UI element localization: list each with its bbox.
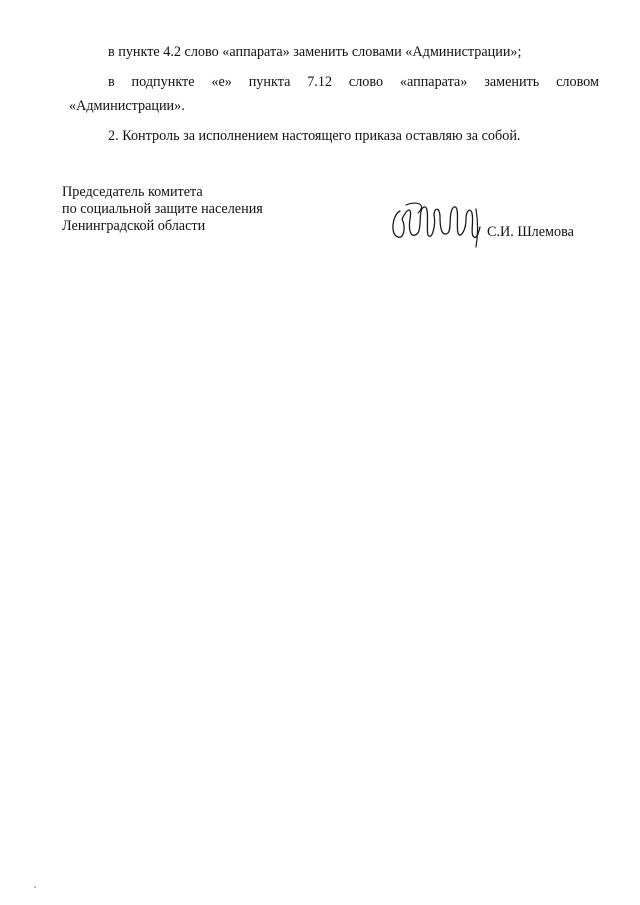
signer-name: С.И. Шлемова (487, 224, 574, 240)
signatory-position (62, 184, 263, 235)
position-line-1: Председатель комитета (62, 184, 203, 200)
position-line-3: Ленинградской области (62, 218, 206, 234)
paragraph-item-4-2: в пункте 4.2 слово «аппарата» заменить словами «Администрации»; (108, 44, 522, 60)
paragraph-item-7-12-line-1: в подпункте «е» пункта 7.12 слово «аппарата» заменить словом (108, 74, 599, 90)
position-line-2: по социальной защите населения (62, 201, 263, 217)
paragraph-item-7-12-line-2: «Администрации». (69, 98, 185, 114)
scan-artifact-dot (34, 886, 36, 888)
handwritten-signature (388, 197, 484, 249)
paragraph-item-2: 2. Контроль за исполнением настоящего приказа оставляю за собой. (108, 128, 521, 144)
